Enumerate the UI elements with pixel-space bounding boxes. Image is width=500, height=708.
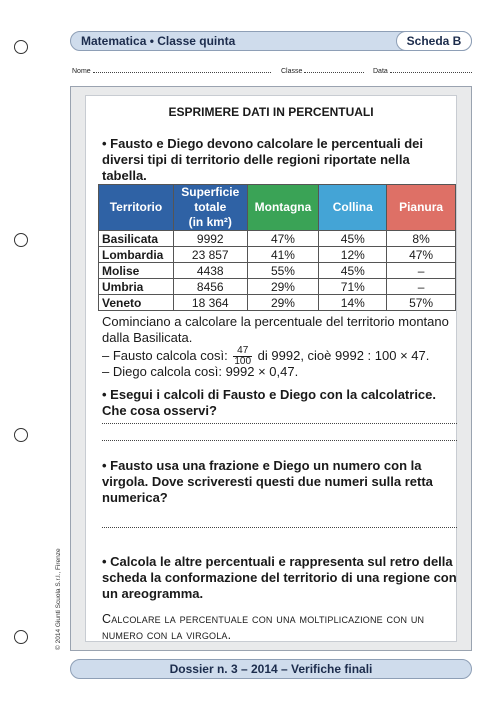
cell-collina: 45%: [319, 231, 387, 247]
cell-region: Umbria: [99, 279, 174, 295]
answer-line-3[interactable]: [102, 526, 457, 528]
cell-collina: 71%: [319, 279, 387, 295]
cell-superficie: 8456: [173, 279, 247, 295]
col-header-superficie: [173, 185, 247, 231]
teacher-note: Calcolare la percentuale con una moltiplicazione con un numero con la virgola.: [102, 612, 425, 642]
fausto-suffix: di 9992, cioè 9992 : 100 × 47.: [257, 347, 430, 363]
class-line: [304, 66, 364, 73]
col-header-montagna: Montagna: [247, 185, 319, 231]
name-field[interactable]: [72, 66, 271, 75]
name-line: [93, 66, 271, 73]
col-header-pianura: Pianura: [387, 185, 456, 231]
date-label: Data: [373, 68, 388, 75]
name-label: Nome: [72, 68, 91, 75]
binder-hole-lower: [14, 428, 28, 442]
table-header-row: [99, 185, 456, 231]
intro-text: Fausto e Diego devono calcolare le percentuali dei diversi tipi di territorio delle regioni riportate nella tabella.: [102, 136, 423, 183]
date-field[interactable]: [373, 66, 472, 75]
cell-montagna: 29%: [247, 295, 319, 311]
cell-collina: 45%: [319, 263, 387, 279]
answer-line-1[interactable]: [102, 422, 457, 424]
table-row: [99, 263, 456, 279]
fausto-prefix: – Fausto calcola così:: [102, 347, 228, 363]
territory-table: [98, 184, 456, 311]
table-row: [99, 295, 456, 311]
cell-pianura: 8%: [387, 231, 456, 247]
diego-method: – Diego calcola così: 9992 × 0,47.: [102, 364, 299, 379]
question-3: [102, 554, 458, 602]
table-row: [99, 247, 456, 263]
question-1: [102, 387, 458, 419]
superficie-line3: (in km²): [188, 215, 232, 229]
worksheet-content: [85, 95, 457, 642]
col-header-collina: Collina: [319, 185, 387, 231]
cell-montagna: 29%: [247, 279, 319, 295]
cell-region: Basilicata: [99, 231, 174, 247]
bullet-icon: •: [102, 458, 111, 473]
binder-hole-middle: [14, 233, 28, 247]
student-fields: [72, 66, 472, 78]
cell-montagna: 41%: [247, 247, 319, 263]
cell-superficie: 4438: [173, 263, 247, 279]
cell-superficie: 9992: [173, 231, 247, 247]
class-field[interactable]: [281, 66, 364, 75]
fraction-numerator: 47: [233, 346, 252, 357]
bullet-icon: •: [102, 554, 111, 569]
cell-superficie: 23 857: [173, 247, 247, 263]
bullet-icon: •: [102, 387, 111, 402]
cell-montagna: 47%: [247, 231, 319, 247]
cell-pianura: –: [387, 263, 456, 279]
cell-collina: 12%: [319, 247, 387, 263]
binder-hole-bottom: [14, 630, 28, 644]
intro-paragraph: [102, 136, 458, 184]
cell-superficie: 18 364: [173, 295, 247, 311]
footer-bar: Dossier n. 3 – 2014 – Verifiche finali: [70, 659, 472, 679]
superficie-line1: Superficie: [181, 185, 240, 199]
cell-region: Veneto: [99, 295, 174, 311]
bullet-icon: •: [102, 136, 111, 151]
superficie-line2: totale: [194, 200, 227, 214]
cell-region: Molise: [99, 263, 174, 279]
question-3-text: Calcola le altre percentuali e rappresenta sul retro della scheda la conformazione del territorio di una regione con un areogramma.: [102, 554, 457, 601]
worksheet-frame: [70, 86, 472, 651]
cell-pianura: 57%: [387, 295, 456, 311]
cell-pianura: –: [387, 279, 456, 295]
cell-pianura: 47%: [387, 247, 456, 263]
date-line: [390, 66, 472, 73]
question-2-text: Fausto usa una frazione e Diego un numero con la virgola. Dove scriveresti questi due numeri sulla retta numerica?: [102, 458, 433, 505]
class-label: Classe: [281, 68, 303, 75]
cell-region: Lombardia: [99, 247, 174, 263]
copyright-notice: © 2014 Giunti Scuola S.r.l., Firenze: [55, 548, 62, 650]
cell-montagna: 55%: [247, 263, 319, 279]
question-2: [102, 458, 458, 506]
header-bar: [70, 31, 472, 51]
question-1-text: Esegui i calcoli di Fausto e Diego con la calcolatrice. Che cosa osservi?: [102, 387, 436, 418]
fraction-denominator: 100: [234, 356, 252, 367]
header-subject: Matematica • Classe quinta: [81, 34, 236, 48]
table-row: [99, 231, 456, 247]
answer-line-2[interactable]: [102, 439, 457, 441]
table-row: [99, 279, 456, 295]
explanation-intro: Cominciano a calcolare la percentuale del territorio montano dalla Basilicata.: [102, 314, 449, 345]
col-header-territorio: Territorio: [99, 185, 174, 231]
binder-hole-top: [14, 40, 28, 54]
cell-collina: 14%: [319, 295, 387, 311]
worksheet-title: ESPRIMERE DATI IN PERCENTUALI: [168, 105, 374, 119]
scheda-label: Scheda B: [396, 31, 472, 51]
